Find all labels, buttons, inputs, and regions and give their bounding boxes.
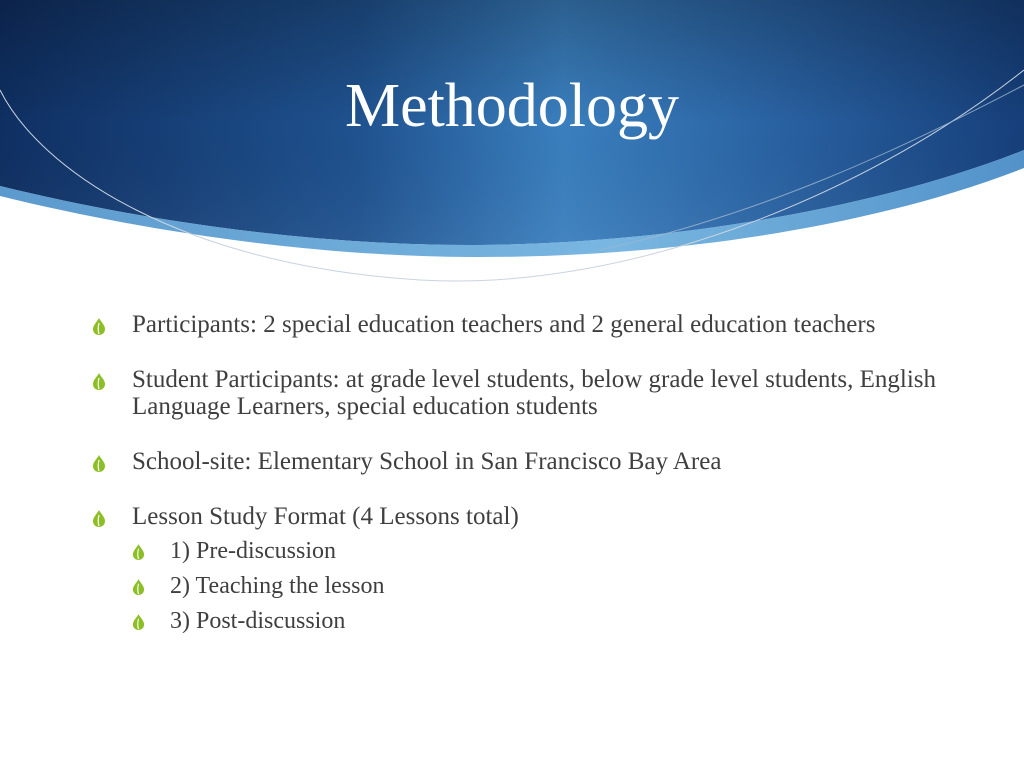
- leaf-bullet-icon: [132, 578, 145, 596]
- bullet-text: Lesson Study Format (4 Lessons total): [132, 503, 519, 530]
- bullet-list: [92, 311, 942, 663]
- leaf-bullet-icon: [92, 454, 106, 473]
- sub-bullet-item: [132, 537, 942, 565]
- sub-bullet-text: 2) Teaching the lesson: [170, 573, 385, 599]
- leaf-bullet-icon: [92, 317, 106, 336]
- leaf-bullet-icon: [132, 613, 145, 631]
- header-wave-background: [0, 0, 1024, 300]
- sub-bullet-list: [132, 537, 942, 635]
- sub-bullet-item: [132, 607, 942, 635]
- bullet-item: [92, 503, 942, 635]
- bullet-text: Student Participants: at grade level students, below grade level students, English Language Learners, special education students: [132, 366, 936, 420]
- leaf-bullet-icon: [92, 372, 106, 391]
- sub-bullet-text: 3) Post-discussion: [170, 608, 346, 634]
- bullet-item: [92, 448, 942, 475]
- leaf-bullet-icon: [92, 509, 106, 528]
- bullet-item: [92, 366, 942, 420]
- bullet-text: Participants: 2 special education teachers and 2 general education teachers: [132, 311, 876, 338]
- sub-bullet-text: 1) Pre-discussion: [170, 538, 336, 564]
- sub-bullet-item: [132, 572, 942, 600]
- bullet-text: School-site: Elementary School in San Francisco Bay Area: [132, 448, 722, 475]
- leaf-bullet-icon: [132, 543, 145, 561]
- bullet-item: [92, 311, 942, 338]
- page-title: Methodology: [344, 72, 680, 140]
